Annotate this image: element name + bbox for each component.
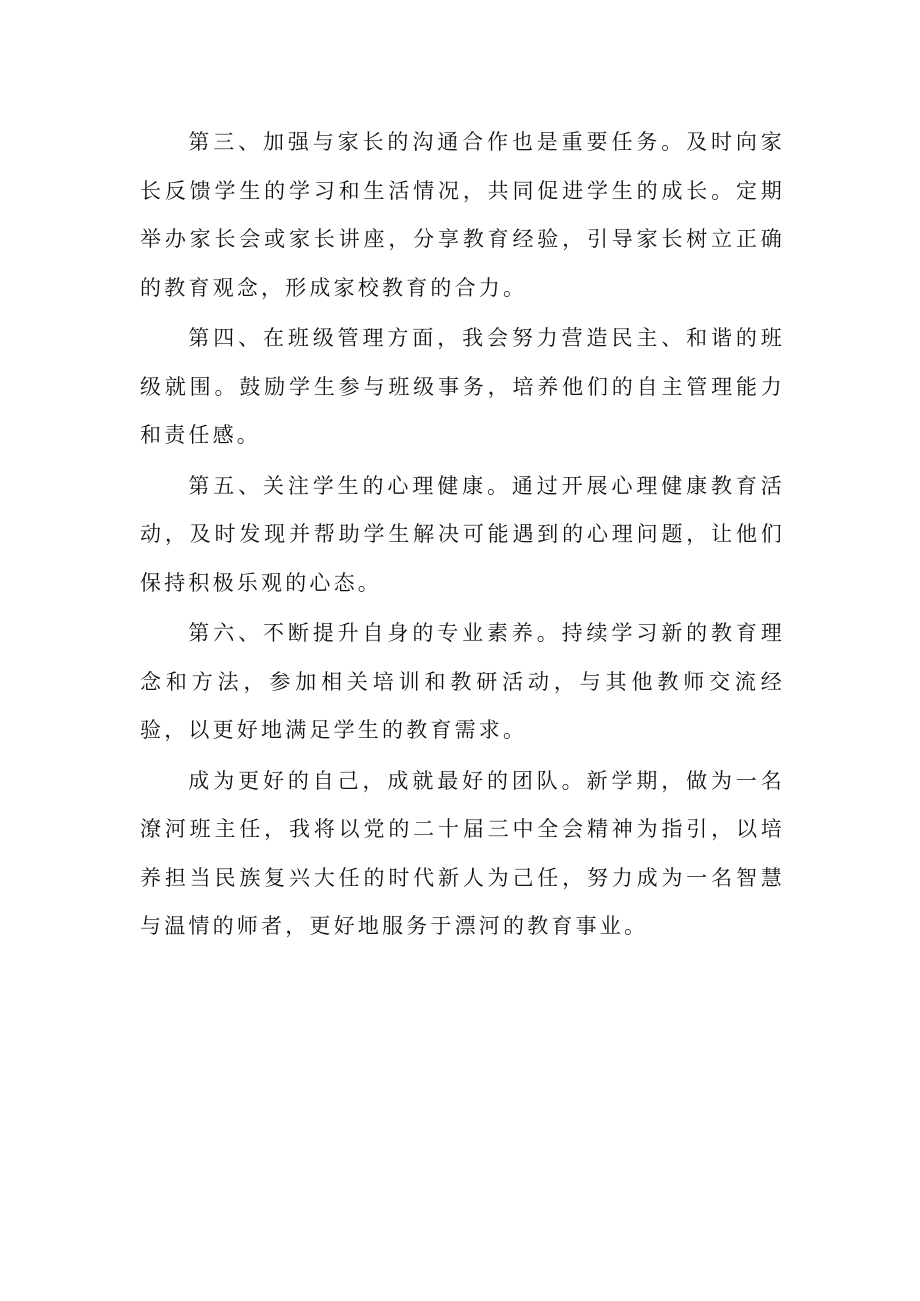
paragraph-mental-health: 第五、关注学生的心理健康。通过开展心理健康教育活动，及时发现并帮助学生解决可能遇到的心理问题，让他们保持积极乐观的心态。 [140, 473, 785, 595]
paragraph-class-management: 第四、在班级管理方面，我会努力营造民主、和谐的班级就围。鼓励学生参与班级事务，培养他们的自主管理能力和责任感。 [140, 326, 785, 447]
paragraph-professional-development: 第六、不断提升自身的专业素养。持续学习新的教育理念和方法，参加相关培训和教研活动，与其他教师交流经验，以更好地满足学生的教育需求。 [140, 621, 785, 742]
paragraph-parent-communication: 第三、加强与家长的沟通合作也是重要任务。及时向家长反馈学生的学习和生活情况，共同促进学生的成长。定期举办家长会或家长讲座，分享教育经验，引导家长树立正确的教育观念，形成家校教育的合力。 [140, 130, 785, 300]
document-body [140, 118, 785, 953]
paragraph-conclusion: 成为更好的自己，成就最好的团队。新学期，做为一名潦河班主任，我将以党的二十届三中全会精神为指引，以培养担当民族复兴大任的时代新人为己任，努力成为一名智慧与温情的师者，更好地服务于漂河的教育事业。 [140, 768, 785, 938]
